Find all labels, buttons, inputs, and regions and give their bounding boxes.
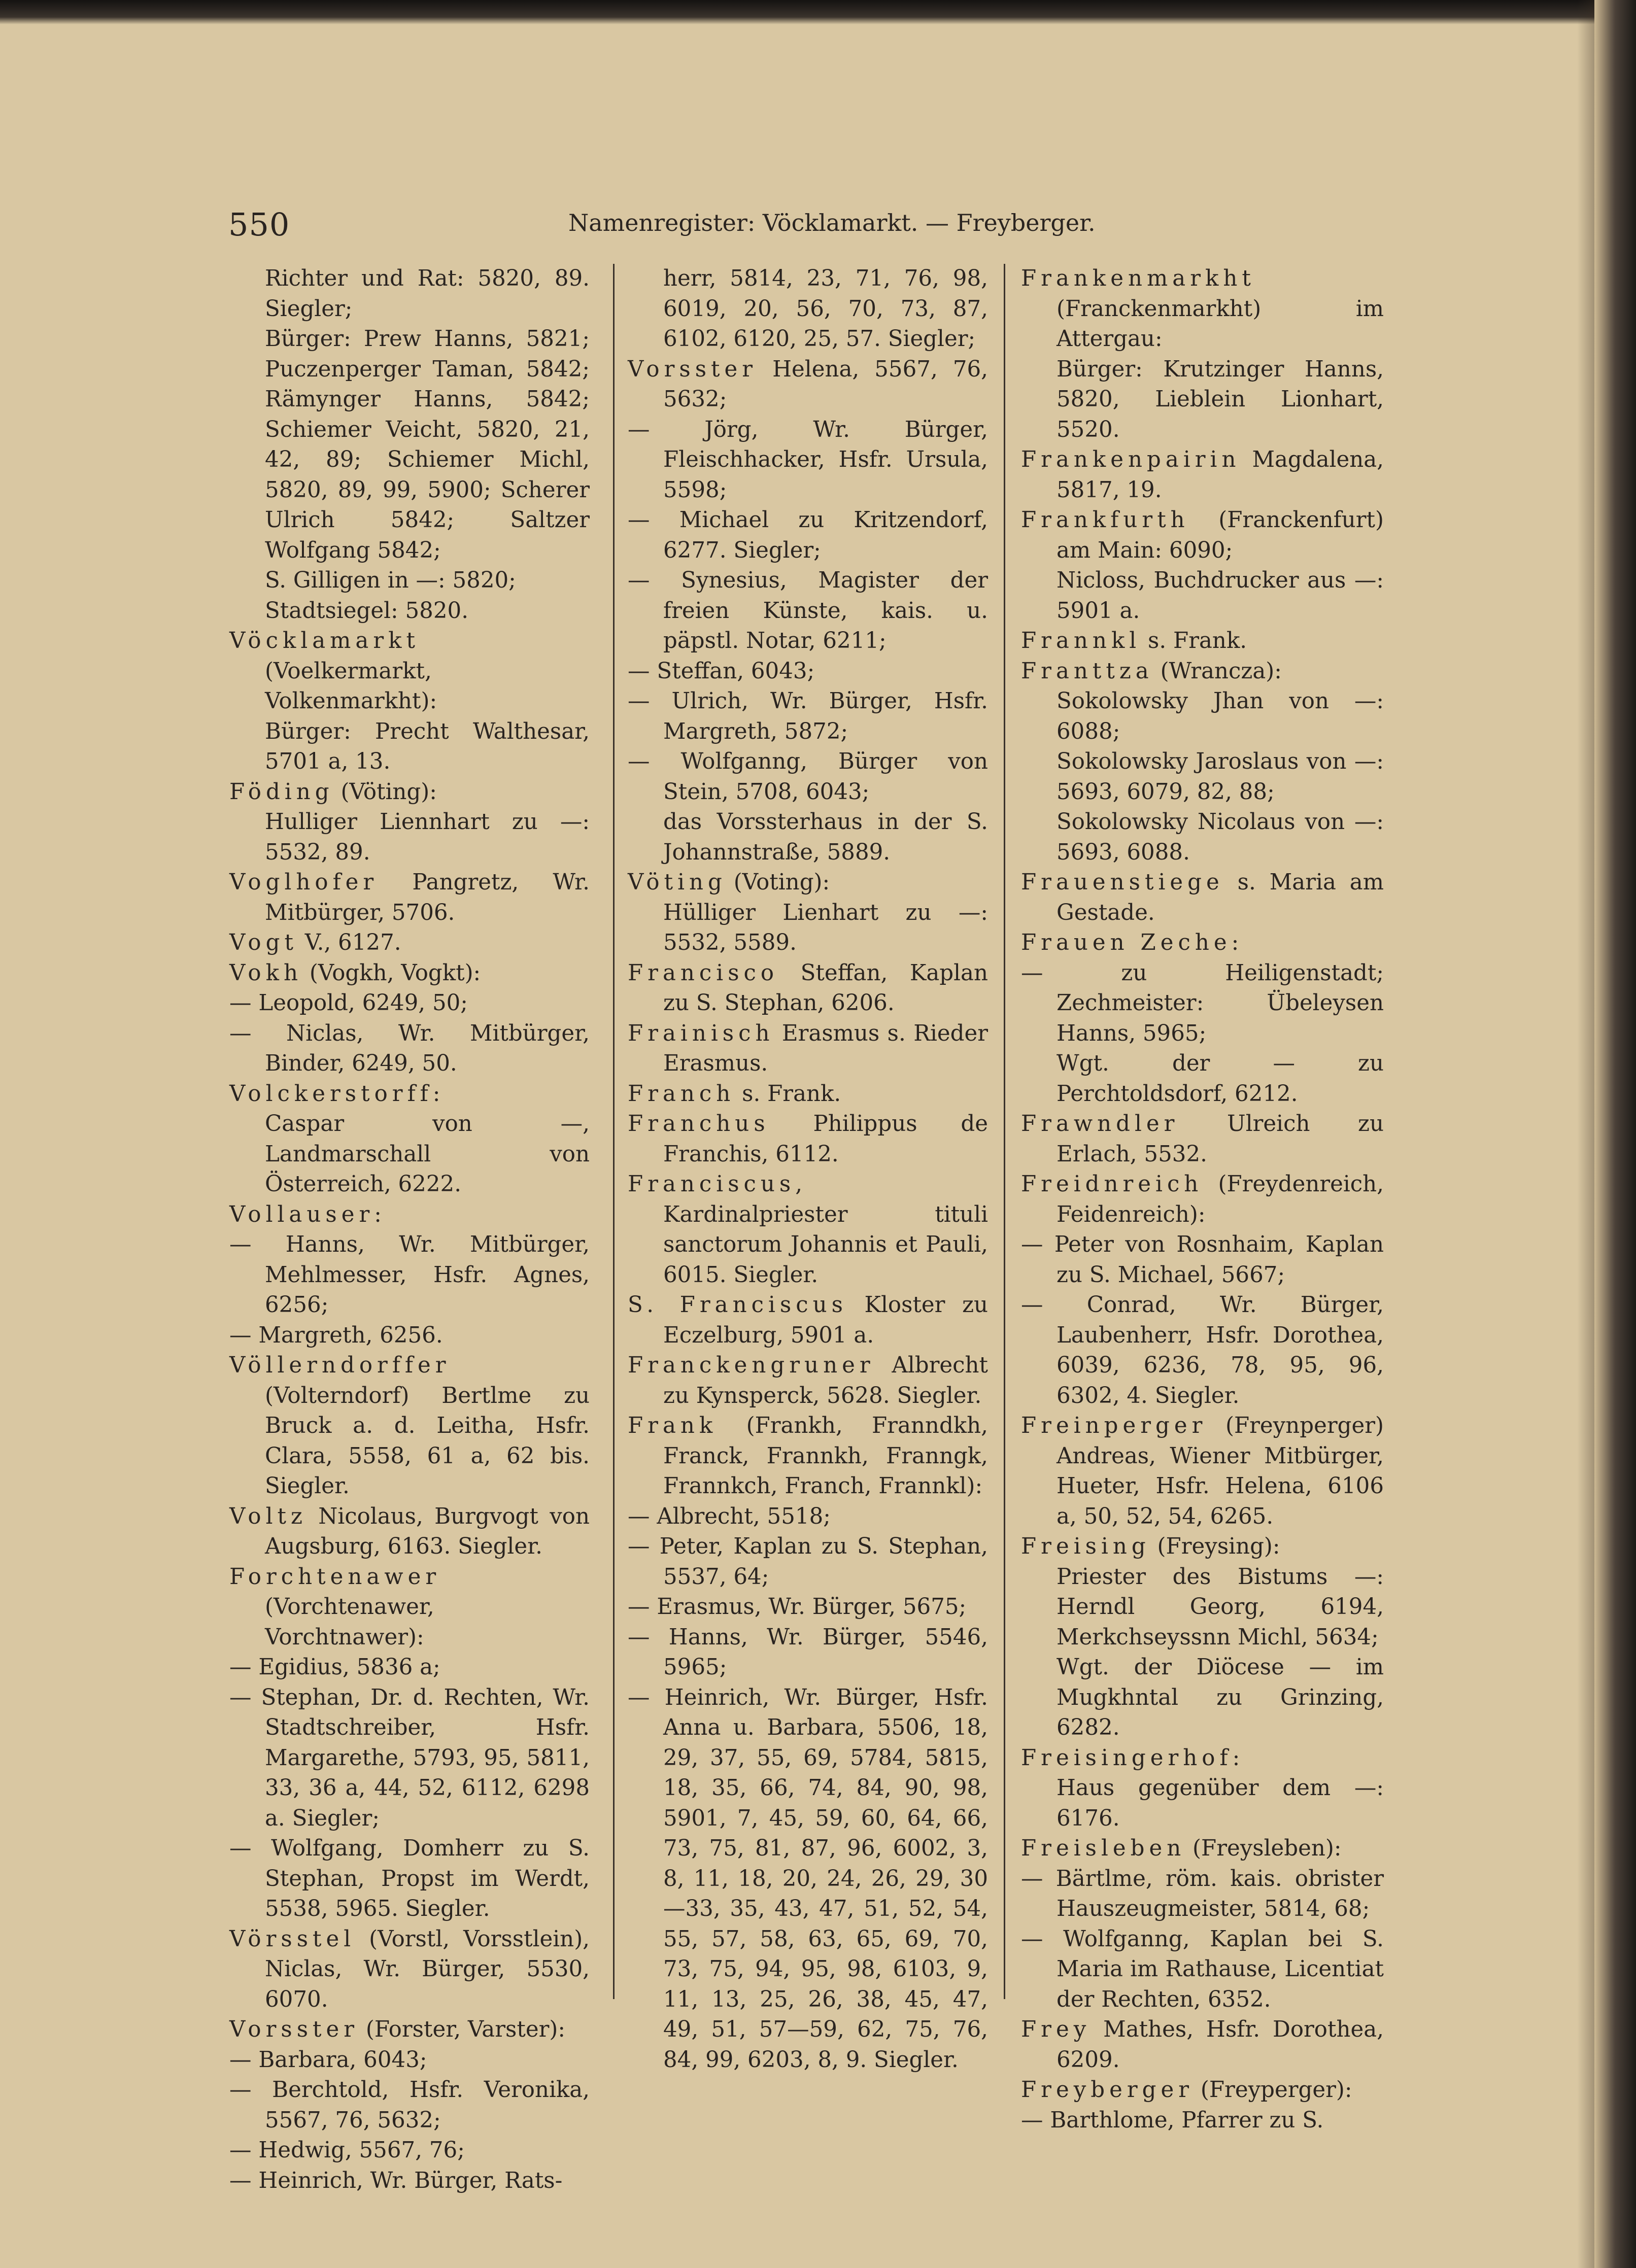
index-entry [229,1200,590,1230]
index-entry [1021,657,1384,687]
index-entry-text: — Wolfgang, Domherr zu S. Stephan, Propst im Werdt, 5538, 5965. Siegler. [229,1836,590,1921]
index-entry-text: — Niclas, Wr. Mitbürger, Binder, 6249, 50. [229,1020,590,1076]
index-entry-text: V., 6127. [297,930,401,955]
index-entry-text: — Steffan, 6043; [628,658,815,684]
index-entry-text: — Jörg, Wr. Bürger, Fleischhacker, Hsfr. Ursula, 5598; [628,417,988,503]
index-entry-text: Sokolowsky Nicolaus von —: 5693, 6088. [1056,809,1384,865]
index-subentry [229,717,590,777]
index-entry [628,657,988,687]
column-rule [1004,264,1005,1999]
index-column-1 [229,264,590,2196]
page-number: 550 [228,206,290,243]
index-entry [229,626,590,717]
index-entry-text: — Heinrich, Wr. Bürger, Rats- [229,2168,563,2193]
index-headword: Franciscus [628,1172,796,1197]
index-entry-text: — Ulrich, Wr. Bürger, Hsfr. Margreth, 5872; [628,689,988,744]
index-headword: Francisco [628,960,779,986]
index-entry-text: — Egidius, 5836 a; [229,1655,440,1680]
index-entry-text: Hulliger Liennhart zu —: 5532, 89. [265,809,590,865]
index-headword: Vogt [229,930,298,955]
index-entry [229,1653,590,1683]
index-headword: Freidnreich [1021,1172,1203,1197]
index-entry [628,415,988,506]
scan-top-edge [0,0,1636,24]
index-entry [628,1592,988,1623]
index-headword: Franch [628,1081,735,1107]
index-subentry [1021,1562,1384,1653]
index-entry [1021,264,1384,355]
index-entry-text: (Vogkh, Vogkt): [302,960,481,986]
index-entry [628,1411,988,1502]
index-headword: Vöting [628,870,727,895]
index-entry [229,2015,590,2045]
index-entry-text: (Freysleben): [1185,1836,1342,1861]
index-entry-text: (Vorstl, Vorsstlein), Niclas, Wr. Bürger, 5530, 6070. [265,1926,590,2012]
index-entry-text: das Vorssterhaus in der S. Johannstraße, 5889. [663,809,988,865]
index-entry [628,747,988,807]
index-entry [229,1019,590,1079]
index-subentry [229,566,590,596]
index-headword: Freisleben [1021,1836,1186,1861]
index-entry [229,2136,590,2166]
index-entry [1021,2015,1384,2075]
index-headword: Frannkl [1021,628,1141,654]
index-entry-text: Pangretz, Wr. Mitbürger, 5706. [265,870,590,925]
index-entry [628,1532,988,1592]
index-entry [628,868,988,898]
index-entry [229,2075,590,2136]
index-entry [229,928,590,958]
index-entry-text: , Kardinalpriester tituli sanctorum Johannis et Pauli, 6015. Siegler. [663,1172,988,1288]
index-entry-text: — Bärtlme, röm. kais. obrister Hauszeugmeister, 5814, 68; [1021,1866,1384,1921]
index-entry-text: (Volterndorf) Bertlme zu Bruck a. d. Leitha, Hsfr. Clara, 5558, 61 a, 62 bis. Siegler. [265,1383,590,1499]
index-entry [1021,1290,1384,1411]
index-headword: Franttza [1021,658,1153,684]
index-entry [1021,505,1384,566]
index-entry-text: — zu Heiligenstadt; Zechmeister: Übeleysen Hanns, 5965; [1021,960,1384,1046]
index-entry-text: Philippus de Franchis, 6112. [663,1111,988,1167]
index-entry-text: — Albrecht, 5518; [628,1503,831,1529]
index-entry [1021,1834,1384,1864]
index-entry [1021,445,1384,505]
index-entry [628,1290,988,1351]
index-column-3 [1021,264,1384,2136]
index-headword: Vörsstel [229,1926,356,1952]
index-entry-text: s. Frank. [1141,628,1247,654]
index-entry [1021,1532,1384,1562]
index-entry-text: — Wolfganng, Kaplan bei S. Maria im Rathause, Licentiat der Rechten, 6352. [1021,1926,1384,2012]
index-headword: Freisingerhof [1021,1745,1233,1771]
index-entry-text: Wgt. der Diöcese — im Mugkhntal zu Grinzing, 6282. [1056,1655,1384,1740]
index-entry [229,868,590,928]
index-entry-text: Bürger: Krutzinger Hanns, 5820, Lieblein Lionhart, 5520. [1056,356,1384,442]
index-entry [628,1502,988,1532]
index-entry [229,988,590,1019]
index-entry-text: herr, 5814, 23, 71, 76, 98, 6019, 20, 56, 70, 73, 87, 6102, 6120, 25, 57. Siegler; [663,266,988,352]
index-entry [1021,928,1384,958]
index-subentry [229,324,590,566]
index-entry [1021,626,1384,657]
index-entry-text: — Margreth, 6256. [229,1322,443,1348]
index-entry-text: Richter und Rat: 5820, 89. Siegler; [265,266,590,322]
index-subentry [1021,566,1384,626]
index-entry [229,1562,590,1653]
index-entry [229,2166,590,2196]
index-entry-text: Erasmus s. Rieder Erasmus. [663,1020,988,1076]
index-entry [229,1321,590,1351]
index-subentry [628,898,988,958]
index-entry [229,2045,590,2076]
index-entry-text: — Barthlome, Pfarrer zu S. [1021,2107,1324,2133]
index-subentry [229,1109,590,1200]
index-entry-text: — Barbara, 6043; [229,2047,427,2073]
index-entry-text: Haus gegenüber dem —: 6176. [1056,1775,1384,1831]
index-entry [628,566,988,657]
index-entry [1021,1864,1384,1925]
index-entry-text: (Freynperger) Andreas, Wiener Mitbürger, Hueter, Hsfr. Helena, 6106 a, 50, 52, 54, 6265. [1056,1413,1384,1529]
index-headword: Franchus [628,1111,770,1137]
index-headword: Völlerndorffer [229,1353,451,1378]
index-subentry [229,596,590,627]
index-entry-text: Priester des Bistums —: Herndl Georg, 6194, Merkchseyssnn Michl, 5634; [1056,1564,1384,1650]
index-subentry [628,807,988,868]
index-entry-text: Sokolowsky Jaroslaus von —: 5693, 6079, 82, 88; [1056,749,1384,805]
index-headword: Freinperger [1021,1413,1207,1438]
index-entry [1021,868,1384,928]
index-entry [628,1623,988,1683]
index-entry-text: (Voting): [726,870,830,895]
index-headword: Franckengruner [628,1353,875,1378]
index-headword: Frank [628,1413,718,1438]
index-entry-text: Sokolowsky Jhan von —: 6088; [1056,689,1384,744]
index-headword: Frauen Zeche [1021,930,1232,955]
index-entry-text: — Hedwig, 5567, 76; [229,2138,465,2163]
index-entry-text: : [374,1201,382,1227]
index-subentry [1021,807,1384,868]
index-entry [1021,1743,1384,1774]
index-entry-text: — Stephan, Dr. d. Rechten, Wr. Stadtschreiber, Hsfr. Margarethe, 5793, 95, 5811, 33, 36 a, 44, 52, 6112, 6298 a. Siegler; [229,1685,590,1831]
index-headword: Vokh [229,960,302,986]
index-subentry [628,264,988,355]
index-subentry [1021,355,1384,445]
index-entry-text: (Freysing): [1150,1534,1280,1559]
index-headword: Vöcklamarkt [229,628,420,654]
index-entry-text: — Conrad, Wr. Bürger, Laubenherr, Hsfr. Dorothea, 6039, 6236, 78, 95, 96, 6302, 4. Siegler. [1021,1292,1384,1408]
index-entry [628,1079,988,1110]
index-entry [628,958,988,1019]
page-fold-shadow [1577,0,1594,2268]
index-entry-text: (Freyperger): [1194,2077,1352,2103]
index-headword: Frauenstiege [1021,870,1224,895]
index-entry-text: Steffan, Kaplan zu S. Stephan, 6206. [663,960,988,1016]
index-headword: Frainisch [628,1020,774,1046]
index-entry-text: Helena, 5567, 76, 5632; [663,356,988,412]
index-headword: Voltz [229,1503,307,1529]
index-entry [628,505,988,566]
index-entry-text: (Franckenmarkht) im Attergau: [1056,296,1384,352]
index-entry-text: Nicolaus, Burgvogt von Augsburg, 6163. Siegler. [265,1503,590,1559]
index-entry-text: : [1231,930,1239,955]
index-headword: Frankenmarkht [1021,266,1255,291]
index-entry [628,1109,988,1170]
index-headword: Frankenpairin [1021,447,1241,472]
index-entry [628,355,988,415]
index-entry-text: — Synesius, Magister der freien Künste, kais. u. päpstl. Notar, 6211; [628,568,988,654]
index-entry [1021,1411,1384,1532]
index-entry [628,1683,988,2076]
index-entry [628,686,988,747]
index-entry [1021,958,1384,1049]
index-column-2 [628,264,988,2075]
index-entry-text: Mathes, Hsfr. Dorothea, 6209. [1056,2017,1384,2073]
index-headword: Vollauser [229,1201,374,1227]
index-entry-text: (Frankh, Franndkh, Franck, Frannkh, Franngk, Frannkch, Franch, Frannkl): [663,1413,988,1499]
index-entry-text: s. Frank. [735,1081,841,1107]
index-entry-text: Ulreich zu Erlach, 5532. [1056,1111,1384,1167]
index-entry [628,1351,988,1411]
index-entry [628,1170,988,1290]
index-entry [1021,1925,1384,2015]
index-headword: Vorsster [229,2017,359,2042]
page-header [228,203,1401,249]
index-headword: S. Franciscus [628,1292,847,1318]
index-subentry [1021,1773,1384,1834]
index-subentry [1021,686,1384,747]
index-entry-text: Hülliger Lienhart zu —: 5532, 5589. [663,900,988,955]
index-entry-text: — Peter, Kaplan zu S. Stephan, 5537, 64; [628,1534,988,1590]
index-entry-text: — Wolfganng, Bürger von Stein, 5708, 6043; [628,749,988,805]
index-entry-text: Wgt. der — zu Perchtoldsdorf, 6212. [1056,1051,1384,1107]
index-entry-text: — Hanns, Wr. Bürger, 5546, 5965; [628,1624,988,1680]
index-headword: Voglhofer [229,870,379,895]
index-entry-text: Caspar von —, Landmarschall von Österreich, 6222. [265,1111,590,1197]
index-entry [229,1925,590,2015]
index-entry [1021,2075,1384,2106]
index-entry-text: Bürger: Prew Hanns, 5821; Puczenperger Taman, 5842; Rämynger Hanns, 5842; Schiemer Veicht, 5820, 21, 42, 89; Schiemer Michl, 5820, 89, 99, 5900; Scherer Ulrich 5842; Saltzer Wolfgang 5842; [265,326,590,563]
index-entry [229,1351,590,1502]
index-entry-text: (Freydenreich, Feidenreich): [1056,1172,1384,1227]
index-entry-text: (Wrancza): [1153,658,1282,684]
index-headword: Freising [1021,1534,1150,1559]
index-entry-text: Kloster zu Eczelburg, 5901 a. [663,1292,989,1348]
index-entry-text: Stadtsiegel: 5820. [265,598,469,624]
index-entry-text: (Forster, Varster): [359,2017,565,2042]
index-entry-text: : [432,1081,440,1107]
index-entry-text: — Michael zu Kritzendorf, 6277. Siegler; [628,507,988,563]
index-subentry [1021,1049,1384,1109]
index-entry [628,1019,988,1079]
index-headword: Frawndler [1021,1111,1179,1137]
index-headword: Föding [229,779,334,805]
index-subentry [229,807,590,868]
index-entry [229,958,590,989]
scan-right-edge [1594,0,1636,2268]
index-entry [229,1079,590,1110]
index-subentry [1021,747,1384,807]
index-headword: Frey [1021,2017,1091,2042]
index-entry-text: — Heinrich, Wr. Bürger, Hsfr. Anna u. Barbara, 5506, 18, 29, 37, 55, 69, 5784, 5815, 18, 35, 66, 74, 84, 90, 98, 5901, 7, 45, 59, 60, 64, 66, 73, 75, 81, 87, 96, 6002, 3, 8, 11, 18, 20, 24, 26, 29, 30—33, 35, 43, 47, 51, 52, 54, 55, 57, 58, 63, 65, 69, 70, 73, 75, 94, 95, 98, 6103, 9, 11, 13, 25, 26, 38, 45, 47, 49, 51, 57—59, 62, 75, 76, 84, 99, 6203, 8, 9. Siegler. [628,1685,988,2073]
index-entry-text: — Berchtold, Hsfr. Veronika, 5567, 76, 5632; [229,2077,590,2133]
index-entry-text: (Vöting): [333,779,437,805]
index-entry-text: S. Gilligen in —: 5820; [265,568,516,593]
index-entry-text: Nicloss, Buchdrucker aus —: 5901 a. [1056,568,1384,624]
index-entry [229,777,590,808]
index-headword: Forchtenawer [229,1564,441,1590]
index-entry-text: Albrecht zu Kynsperck, 5628. Siegler. [663,1353,988,1408]
index-entry [229,1683,590,1834]
index-entry [229,1834,590,1925]
index-entry-text: (Vorchtenawer, Vorchtnawer): [265,1594,434,1650]
index-headword: Vorsster [628,356,758,382]
running-title: Namenregister: Vöcklamarkt. — Freyberger. [568,209,1096,236]
index-headword: Frankfurth [1021,507,1189,533]
index-headword: Freyberger [1021,2077,1194,2103]
index-entry-text: — Leopold, 6249, 50; [229,990,468,1016]
index-entry-text: Bürger: Precht Walthesar, 5701 a, 13. [265,718,590,774]
index-entry-text: Magdalena, 5817, 19. [1056,447,1384,503]
index-entry-text: — Peter von Rosnhaim, Kaplan zu S. Michael, 5667; [1021,1232,1384,1288]
index-entry [1021,1109,1384,1170]
index-headword: Volckerstorff [229,1081,433,1107]
index-entry [1021,2106,1384,2136]
index-subentry [1021,1653,1384,1743]
index-entry [229,1230,590,1321]
index-entry-text: — Erasmus, Wr. Bürger, 5675; [628,1594,967,1620]
index-entry-text: s. Maria am Gestade. [1056,870,1384,925]
index-entry [1021,1170,1384,1230]
column-rule [613,264,615,1999]
index-entry-text: : [1232,1745,1240,1771]
index-entry-text: (Franckenfurt) am Main: 6090; [1056,507,1384,563]
index-entry [1021,1230,1384,1290]
index-entry [229,1502,590,1562]
index-subentry [229,264,590,324]
index-entry-text: (Voelkermarkt, Volkenmarkht): [265,658,437,714]
index-entry-text: — Hanns, Wr. Mitbürger, Mehlmesser, Hsfr. Agnes, 6256; [229,1232,590,1318]
